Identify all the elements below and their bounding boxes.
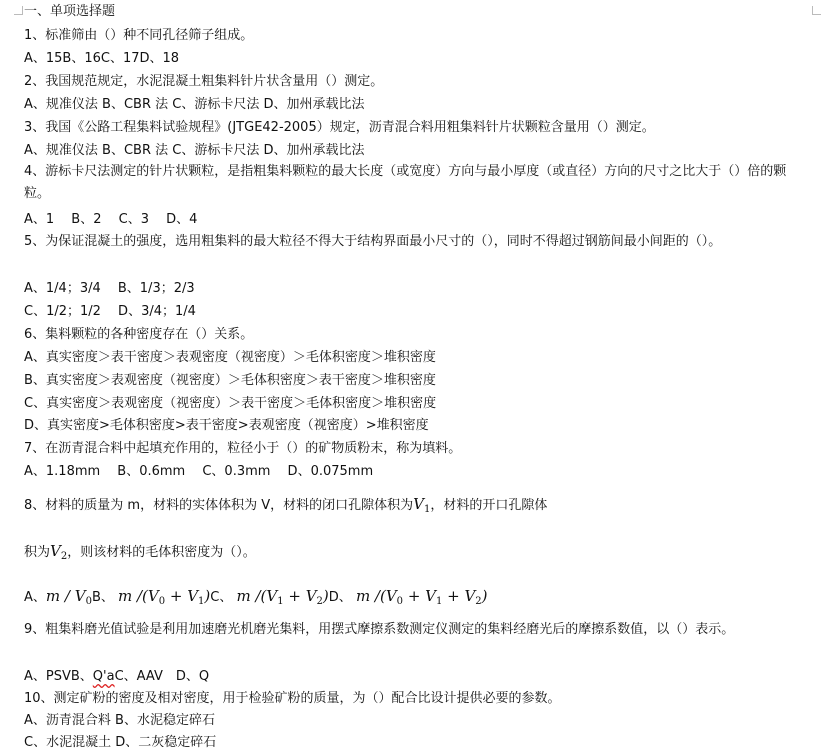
question-4-options: A、1 B、2 C、3 D、4: [24, 212, 198, 227]
question-6-option-d: D、真实密度>毛体积密度>表干密度>表观密度（视密度）>堆积密度: [24, 418, 429, 433]
option-label: D、: [328, 590, 352, 605]
formula-b: m $/(V_0 + V_1)$: [118, 587, 211, 607]
question-9-stem: 9、粗集料磨光值试验是利用加速磨光机磨光集料，用摆式摩擦系数测定仪测定的集料经磨光后的摩擦系数值，以（）表示。: [24, 622, 735, 637]
formula-c: m $/(V_1 + V_2)$: [236, 587, 329, 607]
question-6-option-b: B、真实密度＞表观密度（视密度）＞毛体积密度＞表干密度＞堆积密度: [24, 373, 436, 388]
question-7-stem: 7、在沥青混合料中起填充作用的，粒径小于（）的矿物质粉末，称为填料。: [24, 441, 462, 456]
question-10-options-ab: A、沥青混合料 B、水泥稳定碎石: [24, 713, 215, 728]
question-1-options: A、15B、16C、17D、18: [24, 51, 180, 66]
question-8-stem-line2: [24, 541, 256, 567]
question-8-text: ，则该材料的毛体积密度为（）。: [67, 545, 256, 560]
question-3-options: A、规准仪法 B、CBR 法 C、游标卡尺法 D、加州承载比法: [24, 143, 365, 158]
question-2-stem: 2、我国规范规定，水泥混凝土粗集料针片状含量用（）测定。: [24, 74, 384, 89]
question-6-option-c: C、真实密度＞表观密度（视密度）＞表干密度＞毛体积密度＞堆积密度: [24, 396, 437, 411]
formula-d: m $/(V_0 + V_1 + V_2)$: [355, 587, 488, 607]
question-7-options: A、1.18mm B、0.6mm C、0.3mm D、0.075mm: [24, 464, 374, 479]
page-corner-mark: [14, 6, 23, 15]
question-5-stem: 5、为保证混凝土的强度，选用粗集料的最大粒径不得大于结构界面最小尺寸的（），同时不得超过钢筋间最小间距的（）。: [24, 234, 722, 249]
variable-v1: $V_1$: [413, 495, 431, 515]
question-3-stem: 3、我国《公路工程集料试验规程》(JTGE42-2005）规定，沥青混合料用粗集料针片状颗粒含量用（）测定。: [24, 120, 655, 135]
question-8-text: 积为: [24, 545, 51, 560]
section-title: 一、单项选择题: [24, 4, 116, 19]
question-6-stem: 6、集料颗粒的各种密度存在（）关系。: [24, 327, 254, 342]
question-8-stem-line1: [24, 494, 547, 520]
question-5-options-ab: A、1/4；3/4 B、1/3；2/3: [24, 281, 195, 296]
question-8-options: [24, 586, 488, 612]
question-10-options-cd: C、水泥混凝土 D、二灰稳定碎石: [24, 735, 217, 750]
spellcheck-flagged-text: Q'a: [92, 669, 115, 684]
variable-v2: $V_2$: [50, 542, 68, 562]
question-10-stem: 10、测定矿粉的密度及相对密度，用于检验矿粉的质量，为（）配合比设计提供必要的参数。: [24, 691, 561, 706]
question-6-option-a: A、真实密度＞表干密度＞表观密度（视密度）＞毛体积密度＞堆积密度: [24, 350, 436, 365]
option-text: A、PSVB、: [24, 669, 93, 684]
question-8-text: 8、材料的质量为 m，材料的实体体积为 V，材料的闭口孔隙体积为: [24, 498, 414, 513]
option-label: B、: [91, 590, 114, 605]
formula-a: m / $V_0$: [45, 587, 92, 607]
question-4-stem: 4、游标卡尺法测定的针片状颗粒，是指粗集料颗粒的最大长度（或宽度）方向与最小厚度（或直径）方向的尺寸之比大于（）倍的颗粒。: [24, 164, 787, 201]
page-corner-mark: [812, 6, 821, 15]
question-2-options: A、规准仪法 B、CBR 法 C、游标卡尺法 D、加州承载比法: [24, 97, 365, 112]
option-label: C、: [210, 590, 233, 605]
option-text: C、AAV D、Q: [114, 669, 210, 684]
question-1-stem: 1、标准筛由（）种不同孔径筛子组成。: [24, 28, 254, 43]
question-8-text: ，材料的开口孔隙体: [430, 498, 548, 513]
question-9-options: [24, 667, 209, 687]
question-5-options-cd: C、1/2；1/2 D、3/4；1/4: [24, 304, 196, 319]
option-label: A、: [24, 590, 46, 605]
